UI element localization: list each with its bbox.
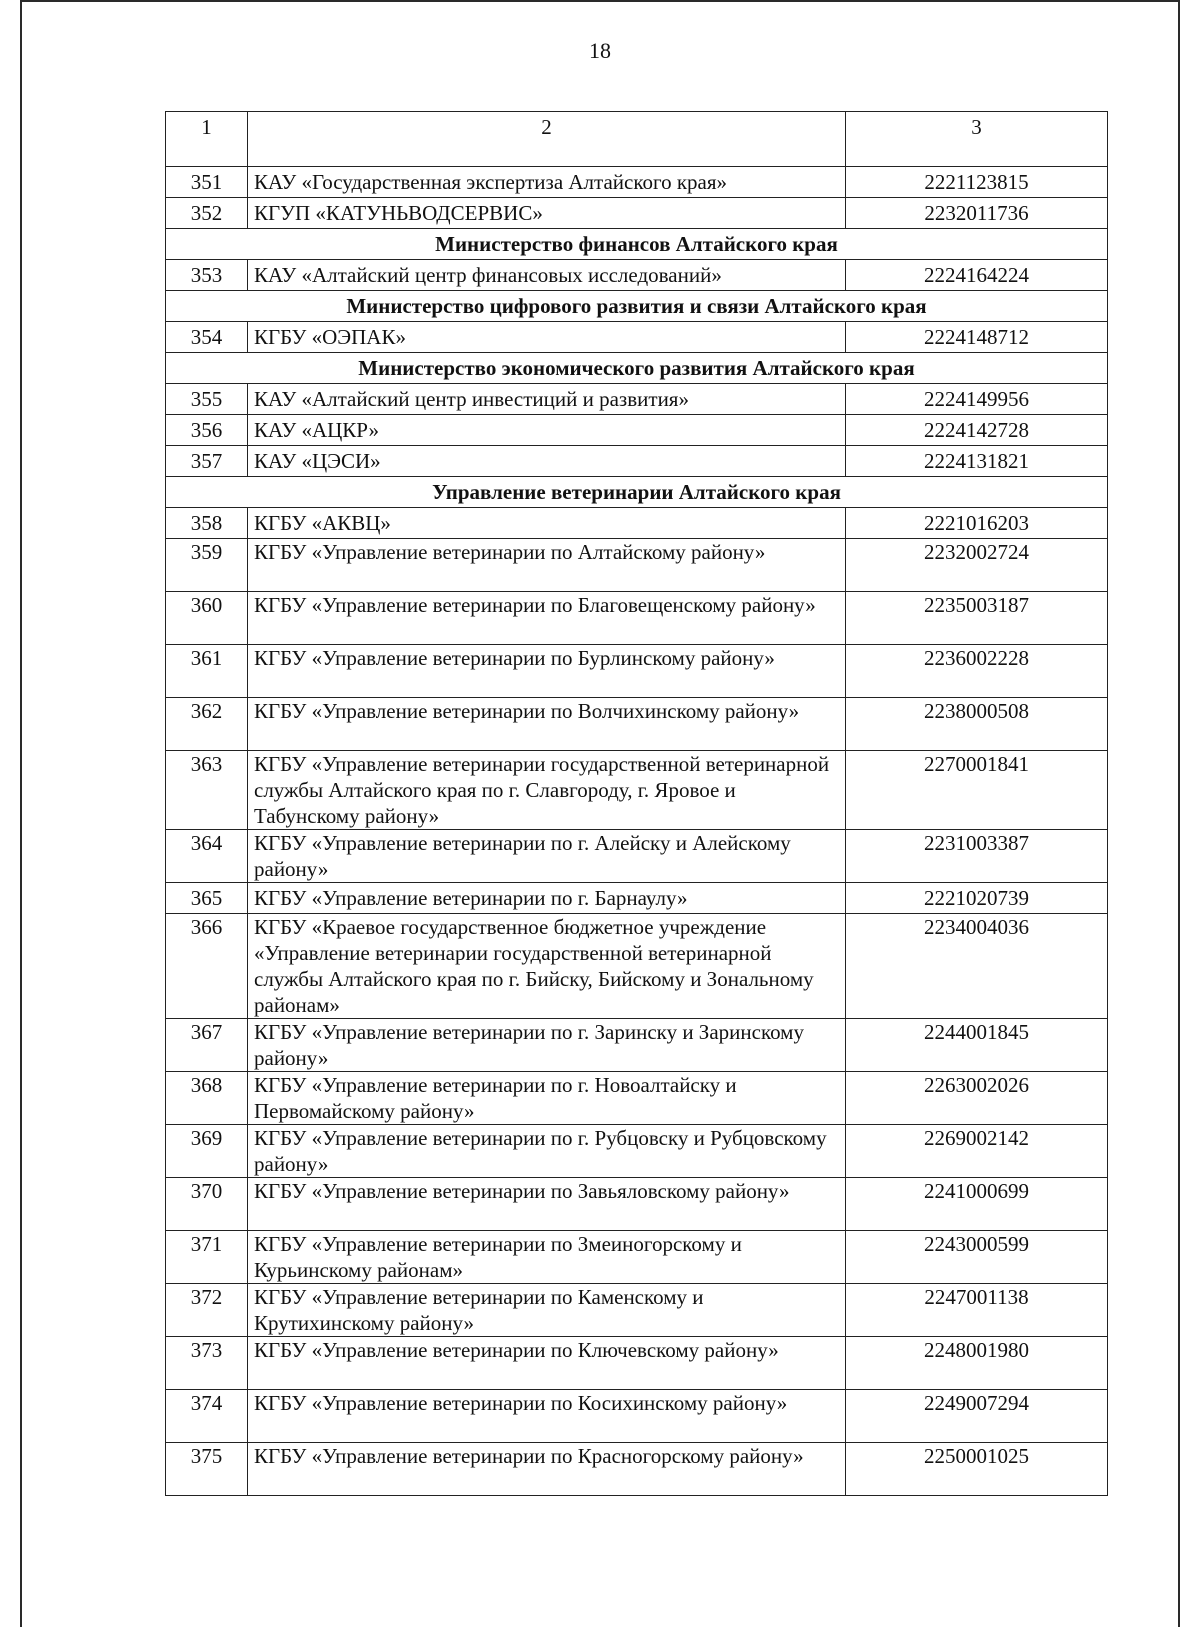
section-heading: Министерство цифрового развития и связи Алтайского края [166, 291, 1108, 322]
organization-name: КГБУ «Управление ветеринарии по Завьяловскому району» [248, 1178, 846, 1231]
inn-value: 2250001025 [846, 1443, 1108, 1496]
row-number: 372 [166, 1284, 248, 1337]
table-row [166, 1284, 1108, 1337]
row-number: 355 [166, 384, 248, 415]
inn-value: 2248001980 [846, 1337, 1108, 1390]
inn-value: 2234004036 [846, 914, 1108, 1019]
section-heading-row [166, 477, 1108, 508]
table-row [166, 446, 1108, 477]
organization-name: КГБУ «Управление ветеринарии по Красногорскому району» [248, 1443, 846, 1496]
row-number: 363 [166, 751, 248, 830]
inn-value: 2221123815 [846, 167, 1108, 198]
row-number: 360 [166, 592, 248, 645]
inn-value: 2224164224 [846, 260, 1108, 291]
header-col-1: 1 [166, 112, 248, 167]
row-number: 366 [166, 914, 248, 1019]
table-row [166, 645, 1108, 698]
table-row [166, 1231, 1108, 1284]
inn-value: 2244001845 [846, 1019, 1108, 1072]
inn-value: 2224131821 [846, 446, 1108, 477]
table-row [166, 198, 1108, 229]
row-number: 352 [166, 198, 248, 229]
table-row [166, 883, 1108, 914]
row-number: 367 [166, 1019, 248, 1072]
organization-name: КГБУ «ОЭПАК» [248, 322, 846, 353]
row-number: 358 [166, 508, 248, 539]
table-row [166, 1178, 1108, 1231]
organization-name: КАУ «Алтайский центр инвестиций и развития» [248, 384, 846, 415]
table-row [166, 260, 1108, 291]
table-row [166, 384, 1108, 415]
inn-value: 2241000699 [846, 1178, 1108, 1231]
inn-value: 2232011736 [846, 198, 1108, 229]
row-number: 365 [166, 883, 248, 914]
section-heading: Управление ветеринарии Алтайского края [166, 477, 1108, 508]
organization-name: КГБУ «Управление ветеринарии по г. Алейску и Алейскому району» [248, 830, 846, 883]
inn-value: 2224149956 [846, 384, 1108, 415]
inn-value: 2269002142 [846, 1125, 1108, 1178]
organization-name: КГБУ «Управление ветеринарии по г. Новоалтайску и Первомайскому району» [248, 1072, 846, 1125]
section-heading: Министерство экономического развития Алтайского края [166, 353, 1108, 384]
row-number: 361 [166, 645, 248, 698]
section-heading: Министерство финансов Алтайского края [166, 229, 1108, 260]
organization-name: КГБУ «Управление ветеринарии по Бурлинскому району» [248, 645, 846, 698]
table-header-row [166, 112, 1108, 167]
organization-name: КАУ «АЦКР» [248, 415, 846, 446]
organization-name: КГБУ «Управление ветеринарии по Змеиногорскому и Курьинскому районам» [248, 1231, 846, 1284]
row-number: 357 [166, 446, 248, 477]
organization-name: КАУ «Государственная экспертиза Алтайского края» [248, 167, 846, 198]
row-number: 371 [166, 1231, 248, 1284]
inn-value: 2221016203 [846, 508, 1108, 539]
inn-value: 2232002724 [846, 539, 1108, 592]
table-row [166, 698, 1108, 751]
table-row [166, 508, 1108, 539]
organization-name: КГБУ «Управление ветеринарии по г. Рубцовску и Рубцовскому району» [248, 1125, 846, 1178]
table-row [166, 1019, 1108, 1072]
organization-name: КГБУ «АКВЦ» [248, 508, 846, 539]
section-heading-row [166, 229, 1108, 260]
table-row [166, 167, 1108, 198]
page-number: 18 [589, 38, 611, 63]
table-row [166, 1072, 1108, 1125]
row-number: 364 [166, 830, 248, 883]
inn-value: 2231003387 [846, 830, 1108, 883]
organizations-table [165, 111, 1108, 1496]
inn-value: 2270001841 [846, 751, 1108, 830]
row-number: 353 [166, 260, 248, 291]
organization-name: КГБУ «Управление ветеринарии по Алтайскому району» [248, 539, 846, 592]
inn-value: 2249007294 [846, 1390, 1108, 1443]
inn-value: 2236002228 [846, 645, 1108, 698]
organization-name: КГБУ «Управление ветеринарии по Волчихинскому району» [248, 698, 846, 751]
inn-value: 2224142728 [846, 415, 1108, 446]
row-number: 351 [166, 167, 248, 198]
table-row [166, 1125, 1108, 1178]
organization-name: КГУП «КАТУНЬВОДСЕРВИС» [248, 198, 846, 229]
header-col-3: 3 [846, 112, 1108, 167]
section-heading-row [166, 291, 1108, 322]
row-number: 374 [166, 1390, 248, 1443]
table-row [166, 914, 1108, 1019]
row-number: 370 [166, 1178, 248, 1231]
table-row [166, 592, 1108, 645]
inn-value: 2235003187 [846, 592, 1108, 645]
organization-name: КГБУ «Управление ветеринарии по Косихинскому району» [248, 1390, 846, 1443]
organization-name: КАУ «ЦЭСИ» [248, 446, 846, 477]
table-row [166, 539, 1108, 592]
inn-value: 2221020739 [846, 883, 1108, 914]
row-number: 368 [166, 1072, 248, 1125]
organization-name: КГБУ «Управление ветеринарии по Каменскому и Крутихинскому району» [248, 1284, 846, 1337]
table-row [166, 322, 1108, 353]
organization-name: КГБУ «Управление ветеринарии по Благовещенскому району» [248, 592, 846, 645]
inn-value: 2247001138 [846, 1284, 1108, 1337]
table-row [166, 751, 1108, 830]
table-row [166, 1443, 1108, 1496]
row-number: 375 [166, 1443, 248, 1496]
table-row [166, 1337, 1108, 1390]
organization-name: КГБУ «Управление ветеринарии по Ключевскому району» [248, 1337, 846, 1390]
inn-value: 2243000599 [846, 1231, 1108, 1284]
organization-name: КГБУ «Управление ветеринарии по г. Барнаулу» [248, 883, 846, 914]
table-row [166, 415, 1108, 446]
organization-name: КАУ «Алтайский центр финансовых исследований» [248, 260, 846, 291]
inn-value: 2224148712 [846, 322, 1108, 353]
row-number: 362 [166, 698, 248, 751]
row-number: 369 [166, 1125, 248, 1178]
organization-name: КГБУ «Краевое государственное бюджетное учреждение «Управление ветеринарии государственной ветеринарной службы Алтайского края по г. Бийску, Бийскому и Зональному районам» [248, 914, 846, 1019]
section-heading-row [166, 353, 1108, 384]
inn-value: 2263002026 [846, 1072, 1108, 1125]
row-number: 354 [166, 322, 248, 353]
row-number: 359 [166, 539, 248, 592]
row-number: 356 [166, 415, 248, 446]
row-number: 373 [166, 1337, 248, 1390]
organization-name: КГБУ «Управление ветеринарии по г. Заринску и Заринскому району» [248, 1019, 846, 1072]
table-row [166, 1390, 1108, 1443]
inn-value: 2238000508 [846, 698, 1108, 751]
organization-name: КГБУ «Управление ветеринарии государственной ветеринарной службы Алтайского края по г. Славгороду, г. Яровое и Табунскому району» [248, 751, 846, 830]
table-row [166, 830, 1108, 883]
header-col-2: 2 [248, 112, 846, 167]
